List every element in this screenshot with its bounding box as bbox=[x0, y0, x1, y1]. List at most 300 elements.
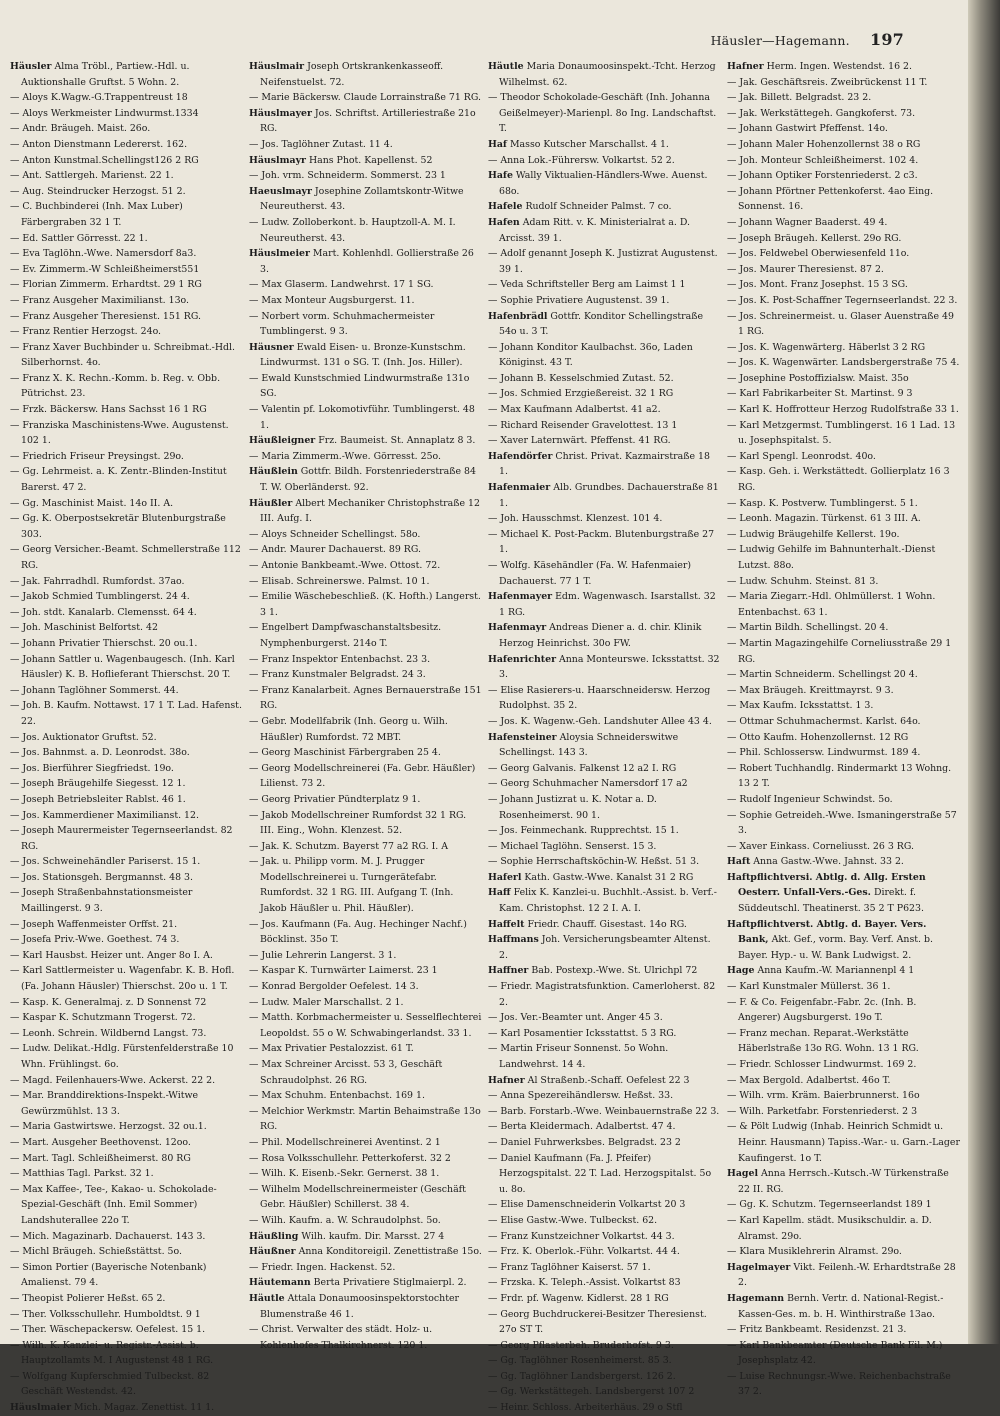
entry-surname: Hafen bbox=[488, 216, 520, 228]
entry-text: — Franz Taglöhner Kaiserst. 57 1. bbox=[488, 1261, 651, 1273]
entry-surname: Häutle bbox=[249, 1292, 285, 1304]
entry-text: — Franz X. K. Rechn.-Komm. b. Reg. v. Obb. Pütrichst. 23. bbox=[10, 372, 221, 400]
entry-text: Aloysia Schneiderswitwe Schellingst. 143 3. bbox=[499, 731, 679, 759]
directory-entry bbox=[249, 995, 482, 1011]
directory-entry bbox=[488, 792, 721, 823]
entry-text: — Martin Friseur Sonnenst. 5o Wohn. Landwehrst. 14 4. bbox=[488, 1043, 669, 1070]
directory-entry bbox=[727, 1073, 960, 1089]
directory-entry bbox=[488, 90, 721, 137]
directory-entry bbox=[10, 823, 243, 854]
entry-surname: Haft bbox=[727, 856, 751, 868]
directory-entry bbox=[727, 168, 960, 184]
entry-text: — Magd. Feilenhauers-Wwe. Ackerst. 22 2. bbox=[10, 1074, 216, 1086]
directory-entry bbox=[488, 246, 721, 277]
entry-text: — Gg. Maschinist Maist. 14o II. A. bbox=[10, 497, 174, 509]
entry-text: — Jos. Feinmechank. Rupprechtst. 15 1. bbox=[488, 825, 679, 837]
directory-entry bbox=[249, 808, 482, 839]
directory-entry bbox=[727, 1260, 960, 1291]
directory-entry bbox=[727, 496, 960, 512]
entry-text: — Antonie Bankbeamt.-Wwe. Ottost. 72. bbox=[249, 560, 441, 571]
entry-text: Christ. Privat. Kazmairstraße 18 1. bbox=[499, 450, 710, 478]
entry-text: — Karl Kapellm. städt. Musikschuldir. a. D. Alramst. 29o. bbox=[727, 1214, 932, 1242]
entry-text: — Phil. Schlossersw. Lindwurmst. 189 4. bbox=[727, 747, 921, 759]
entry-text: — Elise Damenschneiderin Volkartst 20 3 bbox=[488, 1199, 686, 1211]
directory-entry bbox=[10, 231, 243, 247]
directory-entry bbox=[10, 542, 243, 573]
entry-text: — Jos. Maurer Theresienst. 87 2. bbox=[727, 263, 884, 275]
entry-text: — Joseph Straßenbahnstationsmeister Maillingerst. 9 3. bbox=[10, 887, 193, 915]
entry-text: — Max Bräugeh. Kreittmayrst. 9 3. bbox=[727, 684, 894, 696]
directory-entry bbox=[488, 963, 721, 979]
entry-text: — Jos. K. Wagenwärter. Landsbergerstraße 75 4. bbox=[727, 357, 960, 369]
entry-text: — Andr. Bräugeh. Maist. 26o. bbox=[10, 123, 151, 135]
entry-text: — & Pölt Ludwig (Inhab. Heinrich Schmidt u. Heinr. Hausmann) Tapiss.-War.- u. Garn.-Lager Kaufingerst. 1o T. bbox=[727, 1121, 960, 1164]
directory-entry bbox=[488, 917, 721, 933]
entry-text: Mich. Magaz. Zenettist. 11 1. bbox=[74, 1402, 215, 1414]
entry-text: — Ewald Kunstschmied Lindwurmstraße 131o SG. bbox=[249, 372, 470, 400]
entry-text: — Xaver Laternwärt. Pfeffenst. 41 RG. bbox=[488, 435, 671, 447]
directory-entry bbox=[10, 402, 243, 418]
directory-entry bbox=[10, 1151, 243, 1167]
entry-text: — Engelbert Dampfwaschanstaltsbesitz. Nymphenburgerst. 214o T. bbox=[249, 622, 442, 649]
directory-entry bbox=[727, 1291, 960, 1322]
entry-surname: Hagemann bbox=[727, 1292, 785, 1304]
entry-text: — Veda Schriftsteller Berg am Laimst 1 1 bbox=[488, 279, 686, 291]
directory-entry bbox=[488, 683, 721, 714]
directory-entry bbox=[488, 1229, 721, 1245]
entry-text: — Robert Tuchhandlg. Rindermarkt 13 Wohng. 13 2 T. bbox=[727, 762, 952, 790]
directory-entry bbox=[249, 963, 482, 979]
entry-text: — Joh. Hausschmst. Klenzest. 101 4. bbox=[488, 513, 663, 525]
directory-entry bbox=[249, 652, 482, 668]
directory-entry bbox=[10, 683, 243, 699]
directory-entry bbox=[488, 480, 721, 511]
entry-surname: Häuslmaier bbox=[10, 1402, 72, 1414]
entry-text: Joh. Versicherungsbeamter Altenst. 2. bbox=[499, 934, 711, 961]
entry-text: — Joh. Maschinist Belfortst. 42 bbox=[10, 622, 158, 634]
directory-entry bbox=[249, 215, 482, 246]
entry-text: Kath. Gastw.-Wwe. Kanalst 31 2 RG bbox=[524, 871, 694, 883]
entry-text: Wally Viktualien-Händlers-Wwe. Auenst. 68o. bbox=[499, 170, 708, 197]
entry-text: — Eva Taglöhn.-Wwe. Namersdorf 8a3. bbox=[10, 248, 197, 260]
directory-entry bbox=[488, 1213, 721, 1229]
entry-text: — Max Kaufm. Icksstattst. 1 3. bbox=[727, 700, 874, 712]
entry-surname: Hafenrichter bbox=[488, 653, 557, 665]
entry-text: — Johann Maler Hohenzollernst 38 o RG bbox=[727, 138, 921, 150]
directory-entry bbox=[249, 792, 482, 808]
entry-text: — Anton Kunstmal.Schellingst126 2 RG bbox=[10, 154, 199, 166]
entry-text: — Theodor Schokolade-Geschäft (Inh. Johanna Geißelmeyer)-Marienpl. 8o Ing. Landschaftst. T. bbox=[488, 92, 717, 135]
entry-text: Attala Donaumoosinspektorstochter Blumenstraße 46 1. bbox=[260, 1292, 459, 1320]
entry-text: — Karl Sattlermeister u. Wagenfabr. K. B. Hofl. (Fa. Johann Häusler) Thierschst. 20o u. 1 T. bbox=[10, 965, 235, 993]
directory-entry bbox=[727, 995, 960, 1026]
entry-text: — Joh. vrm. Schneiderm. Sommerst. 23 1 bbox=[249, 170, 446, 182]
directory-entry bbox=[10, 730, 243, 746]
entry-text: — Kaspar K. Turnwärter Laimerst. 23 1 bbox=[249, 965, 438, 977]
entry-text: — Jos. Kammerdiener Maximilianst. 12. bbox=[10, 809, 199, 821]
directory-entry bbox=[249, 917, 482, 948]
entry-text: — Martin Magazingehilfe Corneliusstraße 29 1 RG. bbox=[727, 637, 952, 665]
entry-surname: Haftpflichtversi. Abtlg. d. Allg. Ersten Oesterr. Unfall-Vers.-Ges. bbox=[727, 871, 926, 899]
entry-text: — Frdr. pf. Wagenw. Kidlerst. 28 1 RG bbox=[488, 1292, 669, 1304]
directory-entry bbox=[727, 1369, 960, 1400]
entry-text: — Elisab. Schreinerswe. Palmst. 10 1. bbox=[249, 575, 430, 587]
directory-entry bbox=[249, 1291, 482, 1322]
directory-entry bbox=[488, 1073, 721, 1089]
entry-text: — Rosa Volksschullehr. Petterkoferst. 32 2 bbox=[249, 1152, 451, 1164]
entry-surname: Haffmans bbox=[488, 934, 539, 946]
entry-text: — Marie Bäckersw. Claude Lorrainstraße 71 RG. bbox=[249, 92, 482, 104]
directory-entry bbox=[249, 168, 482, 184]
directory-entry bbox=[727, 153, 960, 169]
entry-text: — Ev. Zimmerm.-W Schleißheimerst551 bbox=[10, 263, 200, 275]
entry-text: — Aloys Schneider Schellingst. 58o. bbox=[249, 528, 421, 540]
entry-text: — Franz Xaver Buchbinder u. Schreibmat.-Hdl. Silberhornst. 4o. bbox=[10, 341, 236, 369]
entry-text: — Ludw. Maler Marschallst. 2 1. bbox=[249, 996, 404, 1008]
entry-surname: Häußling bbox=[249, 1230, 299, 1242]
directory-entry bbox=[10, 1244, 243, 1260]
entry-text: — Berta Kleidermach. Adalbertst. 47 4. bbox=[488, 1121, 676, 1133]
entry-text: — Wolfg. Käsehändler (Fa. W. Hafenmaier) Dachauerst. 77 1 T. bbox=[488, 560, 692, 587]
directory-entry bbox=[488, 979, 721, 1010]
entry-text: — Mar. Branddirektions-Inspekt.-Witwe Gewürzmühlst. 13 3. bbox=[10, 1090, 199, 1117]
entry-surname: Häußlein bbox=[249, 466, 298, 478]
entry-text: — Jos. Feldwebel Oberwiesenfeld 11o. bbox=[727, 248, 910, 260]
directory-entry bbox=[727, 808, 960, 839]
directory-entry bbox=[249, 433, 482, 449]
directory-entry bbox=[10, 418, 243, 449]
directory-entry bbox=[727, 761, 960, 792]
directory-entry bbox=[10, 1369, 243, 1400]
entry-text: — Friedr. Magistratsfunktion. Camerloherst. 82 2. bbox=[488, 981, 716, 1008]
entry-text: — Anna Lok.-Führersw. Volkartst. 52 2. bbox=[488, 154, 675, 166]
entry-surname: Hafele bbox=[488, 201, 523, 213]
directory-entry bbox=[488, 137, 721, 153]
directory-entry bbox=[10, 1073, 243, 1089]
directory-entry bbox=[488, 776, 721, 792]
entry-text: — Joseph Bräugeh. Kellerst. 29o RG. bbox=[727, 232, 902, 244]
directory-entry bbox=[249, 589, 482, 620]
entry-text: — Johann Privatier Thierschst. 20 ou.1. bbox=[10, 637, 198, 649]
directory-entry bbox=[488, 714, 721, 730]
directory-entry bbox=[727, 683, 960, 699]
entry-text: — Jos. Mont. Franz Josephst. 15 3 SG. bbox=[727, 279, 908, 291]
directory-entry bbox=[488, 1026, 721, 1042]
entry-text: — Franz Ausgeher Maximilianst. 13o. bbox=[10, 294, 190, 306]
entry-text: Rudolf Schneider Palmst. 7 co. bbox=[525, 201, 672, 213]
directory-entry bbox=[10, 309, 243, 325]
directory-entry bbox=[249, 1229, 482, 1245]
directory-entry bbox=[249, 90, 482, 106]
entry-surname: Haeuslmayr bbox=[249, 185, 312, 197]
entry-surname: Haff bbox=[488, 887, 511, 899]
directory-entry bbox=[727, 620, 960, 636]
directory-entry bbox=[727, 262, 960, 278]
directory-entry bbox=[10, 1338, 243, 1369]
entry-text: — Kasp. Geh. i. Werkstättedt. Gollierplatz 16 3 RG. bbox=[727, 466, 950, 494]
entry-text: Joseph Ortskrankenkasseoff. Neifenstuelst. 72. bbox=[260, 61, 444, 88]
entry-text: — Sophie Getreideh.-Wwe. Ismaningerstraße 57 3. bbox=[727, 809, 957, 837]
directory-entry bbox=[10, 792, 243, 808]
entry-text: — Maria Zimmerm.-Wwe. Görresst. 25o. bbox=[249, 450, 441, 462]
page-header bbox=[711, 30, 904, 49]
directory-entry bbox=[727, 386, 960, 402]
entry-text: Felix K. Kanzlei-u. Buchhlt.-Assist. b. Verf.-Kam. Christophst. 12 2 I. A. I. bbox=[499, 887, 717, 915]
directory-entry bbox=[727, 402, 960, 418]
entry-text: Direkt. f. Süddeutschl. Theatinerst. 35 2 T P623. bbox=[738, 887, 924, 915]
entry-text: — Jak. Billett. Belgradst. 23 2. bbox=[727, 92, 872, 104]
directory-entry bbox=[488, 1135, 721, 1151]
directory-entry bbox=[10, 90, 243, 106]
entry-text: — Ther. Volksschullehr. Humboldtst. 9 1 bbox=[10, 1308, 201, 1320]
directory-entry bbox=[488, 309, 721, 340]
directory-entry bbox=[10, 1307, 243, 1323]
entry-text: Anna Gastw.-Wwe. Jahnst. 33 2. bbox=[753, 856, 904, 868]
directory-entry bbox=[727, 1026, 960, 1057]
entry-text: — Joseph Maurermeister Tegernseerlandst. 82 RG. bbox=[10, 825, 233, 852]
directory-entry bbox=[249, 1151, 482, 1167]
directory-entry bbox=[249, 620, 482, 651]
entry-text: — Georg Schuhmacher Namersdorf 17 a2 bbox=[488, 778, 688, 790]
entry-text: — Wilh. vrm. Kräm. Baierbrunnerst. 16o bbox=[727, 1090, 920, 1102]
entry-surname: Häutemann bbox=[249, 1277, 311, 1289]
directory-entry bbox=[10, 917, 243, 933]
entry-text: — Fritz Bankbeamt. Residenzst. 21 3. bbox=[727, 1324, 907, 1336]
entry-text: — Franz Inspektor Entenbachst. 23 3. bbox=[249, 653, 431, 665]
directory-entry bbox=[10, 948, 243, 964]
directory-entry bbox=[249, 1244, 482, 1260]
entry-text: — Jos. Auktionator Gruftst. 52. bbox=[10, 731, 157, 743]
entry-text: Frz. Baumeist. St. Annaplatz 8 3. bbox=[318, 435, 476, 447]
directory-entry bbox=[249, 1088, 482, 1104]
entry-text: — Jakob Schmied Tumblingerst. 24 4. bbox=[10, 591, 190, 603]
entry-text: — Johann B. Kesselschmied Zutast. 52. bbox=[488, 372, 674, 384]
entry-text: — Barb. Forstarb.-Wwe. Weinbauernstraße 22 3. bbox=[488, 1105, 720, 1117]
entry-text: Maria Donaumoosinspekt.-Tcht. Herzog Wilhelmst. 62. bbox=[499, 61, 716, 88]
entry-text: — Jakob Modellschreiner Rumfordst 32 1 RG. III. Eing., Wohn. Klenzest. 52. bbox=[249, 809, 467, 837]
directory-entry bbox=[488, 1088, 721, 1104]
directory-entry bbox=[488, 1307, 721, 1338]
directory-entry bbox=[10, 745, 243, 761]
entry-text: — Joseph Betriebsleiter Rablst. 46 1. bbox=[10, 793, 186, 805]
directory-entry bbox=[488, 1260, 721, 1276]
entry-surname: Häußner bbox=[249, 1246, 296, 1258]
directory-entry bbox=[249, 745, 482, 761]
directory-entry bbox=[10, 808, 243, 824]
directory-entry bbox=[488, 402, 721, 418]
directory-entry bbox=[727, 511, 960, 527]
directory-entry bbox=[249, 340, 482, 371]
directory-entry bbox=[727, 1338, 960, 1369]
directory-entry bbox=[10, 932, 243, 948]
directory-entry bbox=[488, 1369, 721, 1385]
directory-entry bbox=[249, 574, 482, 590]
directory-entry bbox=[727, 1213, 960, 1244]
entry-text: — Karl Kunstmaler Müllerst. 36 1. bbox=[727, 981, 891, 993]
entry-text: — Franz mechan. Reparat.-Werkstätte Häberlstraße 13o RG. Wohn. 13 1 RG. bbox=[727, 1027, 919, 1055]
entry-text: — Gebr. Modellfabrik (Inh. Georg u. Wilh. Häußler) Rumfordst. 72 MBT. bbox=[249, 715, 448, 743]
entry-text: — Michael Taglöhn. Senserst. 15 3. bbox=[488, 840, 657, 852]
directory-entry bbox=[488, 168, 721, 199]
directory-entry bbox=[10, 885, 243, 916]
entry-text: — Gg. Werkstättegeh. Landsbergerst 107 2 bbox=[488, 1386, 695, 1398]
directory-entry bbox=[249, 948, 482, 964]
directory-entry bbox=[727, 293, 960, 309]
directory-entry bbox=[488, 527, 721, 558]
entry-text: — Elise Gastw.-Wwe. Tulbeckst. 62. bbox=[488, 1214, 658, 1226]
directory-entry bbox=[488, 1244, 721, 1260]
entry-text: — C. Buchbinderei (Inh. Max Luber) Färbergraben 32 1 T. bbox=[10, 201, 183, 228]
entry-text: Alb. Grundbes. Dachauerstraße 81 1. bbox=[499, 482, 719, 509]
directory-entry bbox=[249, 464, 482, 495]
entry-text: — Maria Ziegarr.-Hdl. Ohlmüllerst. 1 Wohn. Entenbachst. 63 1. bbox=[727, 591, 936, 618]
entry-surname: Hafner bbox=[727, 61, 764, 72]
directory-entry bbox=[488, 620, 721, 651]
entry-surname: Häuslmayr bbox=[249, 154, 306, 166]
directory-entry bbox=[727, 59, 960, 75]
directory-entry bbox=[249, 1322, 482, 1353]
entry-text: — Joh. stdt. Kanalarb. Clemensst. 64 4. bbox=[10, 606, 197, 618]
entry-text: — Wilh. K. Eisenb.-Sekr. Gernerst. 38 1. bbox=[249, 1168, 440, 1180]
entry-text: — Ant. Sattlergeh. Marienst. 22 1. bbox=[10, 170, 174, 182]
entry-text: — Theopist Polierer Heßst. 65 2. bbox=[10, 1292, 166, 1304]
entry-text: — Mart. Ausgeher Beethovenst. 12oo. bbox=[10, 1136, 191, 1148]
directory-entry bbox=[727, 90, 960, 106]
entry-text: — Georg Modellschreinerei (Fa. Gebr. Häußler) Lilienst. 73 2. bbox=[249, 762, 476, 790]
entry-text: — F. & Co. Feigenfabr.-Fabr. 2c. (Inh. B. Angerer) Augsburgerst. 19o T. bbox=[727, 996, 917, 1024]
directory-entry bbox=[727, 542, 960, 573]
directory-entry bbox=[249, 309, 482, 340]
entry-text: — Kaspar K. Schutzmann Trogerst. 72. bbox=[10, 1012, 196, 1024]
entry-text: — Franz Rentier Herzogst. 24o. bbox=[10, 326, 162, 338]
entry-text: — Karl Hausbst. Heizer unt. Anger 8o I. A. bbox=[10, 949, 213, 961]
directory-entry bbox=[10, 1026, 243, 1042]
directory-entry bbox=[249, 59, 482, 90]
directory-entry bbox=[727, 340, 960, 356]
entry-surname: Haf bbox=[488, 138, 507, 150]
directory-entry bbox=[249, 293, 482, 309]
directory-entry bbox=[10, 870, 243, 886]
directory-entry bbox=[488, 1041, 721, 1072]
directory-entry bbox=[10, 963, 243, 994]
directory-entry bbox=[488, 730, 721, 761]
directory-entry bbox=[249, 153, 482, 169]
directory-entry bbox=[10, 121, 243, 137]
entry-text: — Friedrich Friseur Preysingst. 29o. bbox=[10, 450, 184, 462]
directory-entry bbox=[249, 558, 482, 574]
directory-entry bbox=[727, 1244, 960, 1260]
directory-entry bbox=[10, 1291, 243, 1307]
entry-text: — Georg Pflasterbeh. Bruderhofst. 9 3. bbox=[488, 1339, 674, 1351]
entry-text: — Josephine Postoffizialsw. Maist. 35o bbox=[727, 372, 909, 384]
entry-text: — Konrad Bergolder Oefelest. 14 3. bbox=[249, 981, 419, 993]
entry-text: — Anna Spezereihändlersw. Heßst. 33. bbox=[488, 1090, 674, 1102]
entry-text: — Frz. K. Oberlok.-Führ. Volkartst. 44 4. bbox=[488, 1246, 680, 1258]
entry-text: — Franz Kanalarbeit. Agnes Bernauerstraße 151 RG. bbox=[249, 684, 482, 712]
directory-entry bbox=[488, 1291, 721, 1307]
directory-entry bbox=[488, 418, 721, 434]
directory-entry bbox=[249, 542, 482, 558]
directory-entry bbox=[249, 246, 482, 277]
entry-text: — Norbert vorm. Schuhmachermeister Tumblingerst. 9 3. bbox=[249, 310, 435, 338]
entry-text: — Johann Sattler u. Wagenbaugesch. (Inh. Karl Häusler) K. B. Hoflieferant Thierschst. 20 T. bbox=[10, 653, 235, 681]
entry-text: — Jos. Bierführer Siegfriedst. 19o. bbox=[10, 762, 174, 774]
directory-entry bbox=[488, 153, 721, 169]
directory-entry bbox=[10, 854, 243, 870]
directory-entry bbox=[488, 839, 721, 855]
entry-surname: Häußleigner bbox=[249, 435, 316, 447]
entry-surname: Hafensteiner bbox=[488, 731, 557, 743]
directory-column bbox=[10, 59, 243, 1414]
entry-surname: Haffelt bbox=[488, 918, 525, 930]
entry-text: — Andr. Maurer Dachauerst. 89 RG. bbox=[249, 544, 421, 556]
entry-text: Akt. Gef., vorm. Bay. Verf. Anst. b. Bayer. Hyp.- u. W. Bank Ludwigst. 2. bbox=[738, 934, 933, 961]
directory-entry bbox=[488, 1010, 721, 1026]
directory-entry bbox=[727, 979, 960, 995]
directory-entry bbox=[10, 1182, 243, 1229]
directory-entry bbox=[727, 854, 960, 870]
directory-entry bbox=[10, 636, 243, 652]
directory-entry bbox=[249, 1104, 482, 1135]
entry-surname: Hafenmayr bbox=[488, 622, 547, 634]
running-title: Häusler—Hagemann. bbox=[710, 33, 850, 48]
entry-text: — Franz Kunstmaler Belgradst. 24 3. bbox=[249, 669, 426, 681]
directory-entry bbox=[249, 402, 482, 433]
entry-text: — Georg Versicher.-Beamt. Schmellerstraße 112 RG. bbox=[10, 544, 241, 571]
entry-surname: Häusler bbox=[10, 61, 52, 72]
directory-entry bbox=[10, 184, 243, 200]
directory-entry bbox=[10, 106, 243, 122]
directory-entry bbox=[727, 839, 960, 855]
entry-text: — Aloys K.Wagw.-G.Trappentreust 18 bbox=[10, 92, 188, 104]
entry-text: — Jos. K. Wagenwärterg. Häberlst 3 2 RG bbox=[727, 341, 926, 353]
directory-entry bbox=[727, 574, 960, 590]
entry-text: — Johann Konditor Kaulbachst. 36o, Laden Königinst. 43 T. bbox=[488, 341, 693, 369]
entry-text: — Martin Schneiderm. Schellingst 20 4. bbox=[727, 669, 918, 681]
entry-text: — Jos. K. Wagenw.-Geh. Landshuter Allee 43 4. bbox=[488, 715, 712, 727]
entry-surname: Hafner bbox=[488, 1074, 525, 1086]
directory-entry bbox=[249, 761, 482, 792]
entry-text: — Michael K. Post-Packm. Blutenburgstraße 27 1. bbox=[488, 528, 715, 556]
entry-text: Edm. Wagenwasch. Isarstallst. 32 1 RG. bbox=[499, 591, 716, 618]
directory-entry bbox=[249, 277, 482, 293]
entry-text: — Elise Rasierers-u. Haarschneidersw. Herzog Rudolphst. 35 2. bbox=[488, 684, 711, 712]
entry-text: — Wilh. Parketfabr. Forstenriederst. 2 3 bbox=[727, 1105, 918, 1117]
directory-entry bbox=[727, 792, 960, 808]
entry-text: Anna Monteurswe. Icksstattst. 32 3. bbox=[499, 653, 720, 681]
directory-entry bbox=[727, 917, 960, 964]
directory-entry bbox=[249, 683, 482, 714]
entry-text: — Ludwig Bräugehilfe Kellerst. 19o. bbox=[727, 528, 900, 540]
directory-entry bbox=[727, 1119, 960, 1166]
entry-text: Wilh. kaufm. Dir. Marsst. 27 4 bbox=[301, 1230, 445, 1242]
entry-text: Mart. Kohlenhdl. Gollierstraße 26 3. bbox=[260, 248, 474, 275]
directory-entry bbox=[727, 714, 960, 730]
entry-text: — Heinr. Schloss. Arbeiterhäus. 29 o Stfl bbox=[488, 1402, 683, 1414]
directory-entry bbox=[488, 215, 721, 246]
directory-entry bbox=[10, 1229, 243, 1245]
directory-entry bbox=[10, 277, 243, 293]
entry-text: — Wolfgang Kupferschmied Tulbeckst. 82 Geschäft Westendst. 42. bbox=[10, 1370, 210, 1398]
entry-text: — Otto Kaufm. Hohenzollernst. 12 RG bbox=[727, 731, 909, 743]
entry-text: — Franz Ausgeher Theresienst. 151 RG. bbox=[10, 310, 201, 322]
entry-text: — Joh. B. Kaufm. Nottawst. 17 1 T. Lad. Hafenst. 22. bbox=[10, 700, 242, 727]
entry-text: Bernh. Vertr. d. National-Regist.-Kassen-Ges. m. b. H. Winthirstraße 13ao. bbox=[738, 1292, 944, 1320]
directory-column bbox=[727, 59, 960, 1398]
directory-entry bbox=[10, 59, 243, 90]
entry-surname: Haferl bbox=[488, 871, 522, 883]
directory-entry bbox=[249, 527, 482, 543]
